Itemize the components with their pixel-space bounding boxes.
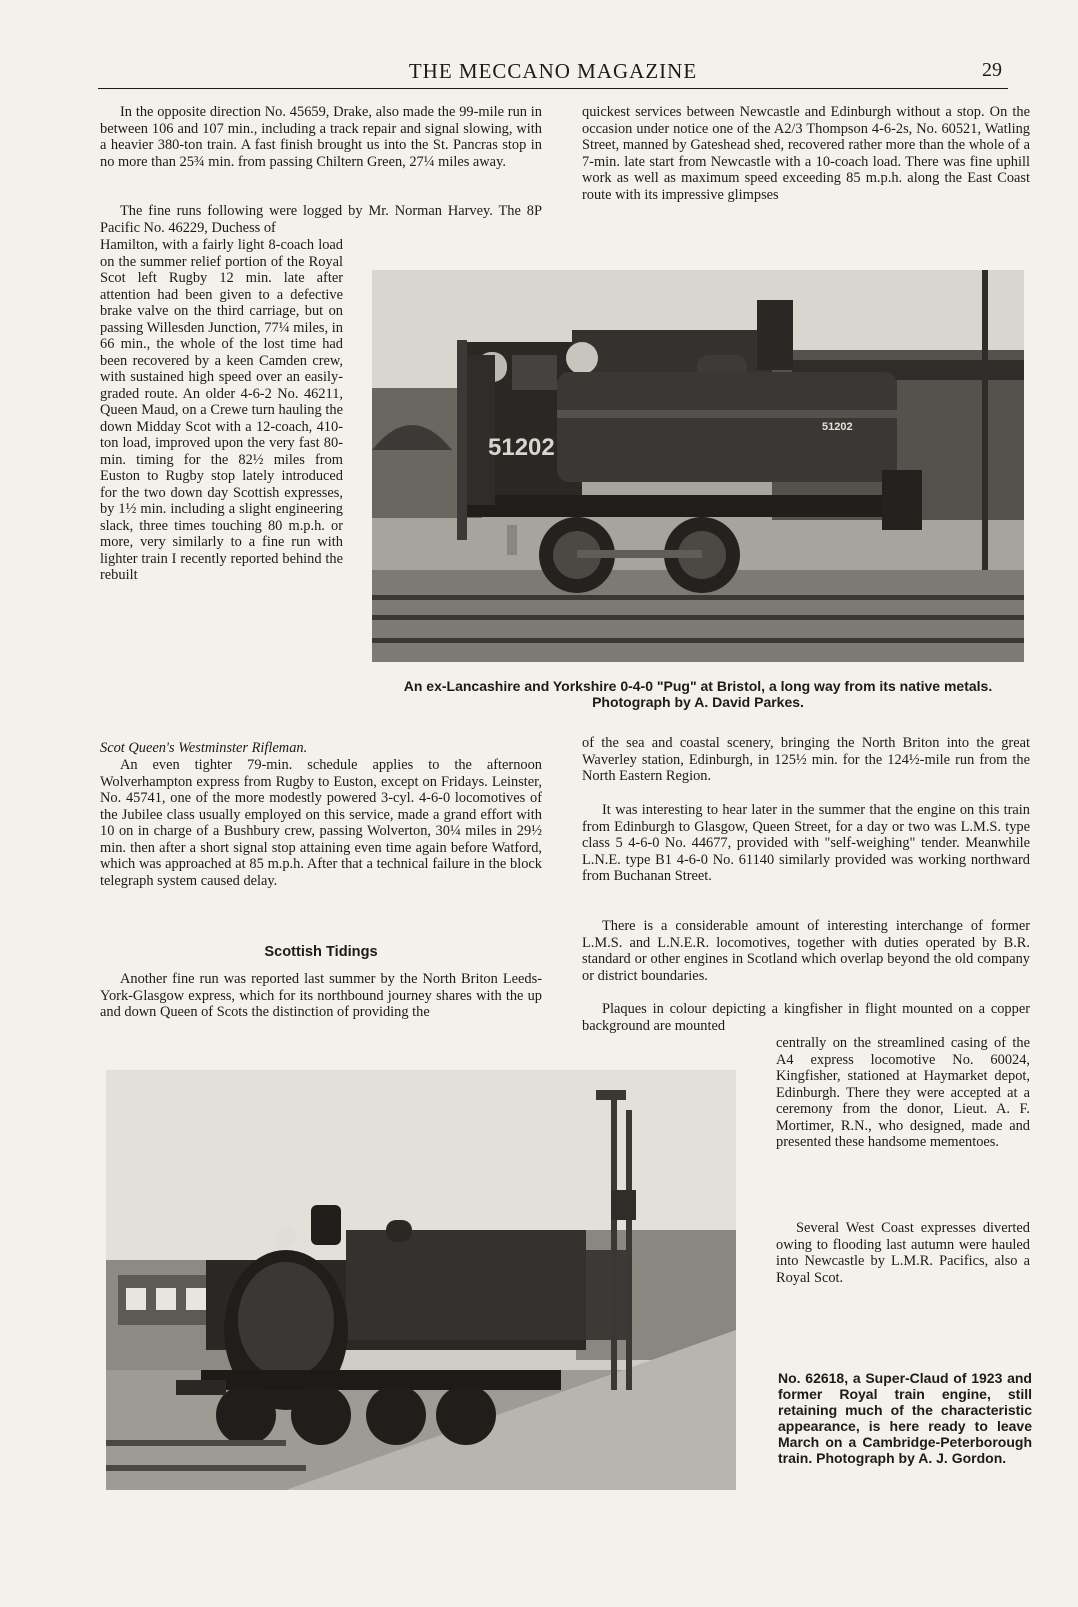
header-rule [98, 88, 1008, 89]
magazine-title: THE MECCANO MAGAZINE [408, 59, 698, 83]
page-header [98, 55, 1008, 89]
left-paragraph-3: An even tighter 79-min. schedule applies to the afternoon Wolverhampton express from Rugby to Euston, except on Fridays. Leinster, No. 45741, one of the more modestly powered 3-cyl. 4-6-0 locomotives of the Jubilee class usually employed on this service, made a grand effort with 10 on in charge of a Bushbury crew, passing Wolverton, 30¼ miles in 29½ min. then after a short signal stop attaining even time again before Watford, which was approached at 85 m.p.h. After that a technical failure in the block telegraph system caused delay. [100, 757, 542, 889]
tank-number-plate: 51202 [822, 421, 853, 433]
photo-pug-locomotive [372, 270, 1024, 662]
left-paragraph-1: In the opposite direction No. 45659, Drake, also made the 99-mile run in between 106 and 107 min., including a track repair and signal slowing, with a heavier 380-ton train. A fast finish brought us into the St. Pancras stop in no more than 25¾ min. from passing Chiltern Green, 27¼ miles away. [100, 104, 542, 170]
right-paragraph-3: It was interesting to hear later in the summer that the engine on this train from Edinburgh to Glasgow, Queen Street, for a day or two was L.M.S. type class 5 4-6-0 No. 44677, provided with "self-weighing" tender. Meanwhile L.N.E. type B1 4-6-0 No. 61140 similarly provided was working northward from Buchanan Street. [582, 802, 1030, 884]
section-heading: Scottish Tidings [264, 944, 378, 960]
photo-super-claud-locomotive [106, 1070, 736, 1490]
left-paragraph-2: The fine runs following were logged by Mr. Norman Harvey. The 8P Pacific No. 46229, Duchess of [100, 203, 542, 236]
right-paragraph-4: There is a considerable amount of interesting interchange of former L.M.S. and L.N.E.R. locomotives, together with duties operated by B.R. standard or other engines in Scotland which overlap beyond the old company or district boundaries. [582, 918, 1030, 984]
left-paragraph-2-wrap: Hamilton, with a fairly light 8-coach load on the summer relief portion of the Royal Scot left Rugby 12 min. late after attention had been given to a defective brake valve on the third carriage, but on passing Willesden Junction, 77¼ miles, in 66 min., the whole of the lost time had been recovered by a keen Camden crew, with sustained high speed over an easily-graded route. An older 4-6-2 No. 46211, Queen Maud, on a Crewe turn hauling the down Midday Scot with a 12-coach, 410-ton load, improved upon the very fast 80-min. timing for the 82½ miles from Euston to Rugby stop lately introduced for the two down day Scottish expresses, by 1½ min. including a slight engineering slack, three times touching 80 m.p.h. or more, very similarly to a fine run with lighter train I recently reported behind the rebuilt [100, 237, 343, 583]
right-paragraph-6: Several West Coast expresses diverted owing to flooding last autumn were hauled into Newcastle by L.M.R. Pacifics, also a Royal Scot. [776, 1220, 1030, 1286]
left-paragraph-2-end: Scot Queen's Westminster Rifleman. [100, 740, 308, 756]
right-paragraph-1: quickest services between Newcastle and Edinburgh without a stop. On the occasion under notice one of the A2/3 Thompson 4-6-2s, No. 60521, Watling Street, manned by Gateshead shed, recovered rather more than the whole of a 7-min. late start from Newcastle with a 10-coach load. There was fine uphill work as well as maximum speed exceeding 85 m.p.h. along the East Coast route with its impressive glimpses [582, 104, 1030, 203]
right-paragraph-2: of the sea and coastal scenery, bringing the North Briton into the great Waverley station, Edinburgh, in 125½ min. for the 124½-mile run from the North Eastern Region. [582, 735, 1030, 784]
page-number: 29 [982, 59, 1002, 81]
right-paragraph-5-wrap: centrally on the streamlined casing of the A4 express locomotive No. 60024, Kingfisher, stationed at Haymarket depot, Edinburgh. There they were accepted at a ceremony from the donor, Lieut. A. F. Mortimer, R.N., who designed, made and presented these handsome mementoes. [776, 1035, 1030, 1150]
left-paragraph-4: Another fine run was reported last summer by the North Briton Leeds-York-Glasgow express, which for its northbound journey shares with the up and down Queen of Scots the distinction of providing the [100, 971, 542, 1020]
right-paragraph-5: Plaques in colour depicting a kingfisher in flight mounted on a copper background are mounted [582, 1001, 1030, 1034]
photo-caption-2: No. 62618, a Super-Claud of 1923 and former Royal train engine, still retaining much of the characteristic appearance, is here ready to leave March on a Cambridge-Peterborough train. Photograph by A. J. Gordon. [778, 1370, 1032, 1466]
cab-number: 51202 [488, 434, 555, 461]
photo-caption-1: An ex-Lancashire and Yorkshire 0-4-0 "Pug" at Bristol, a long way from its native metals. Photograph by A. David Parkes. [403, 678, 993, 710]
